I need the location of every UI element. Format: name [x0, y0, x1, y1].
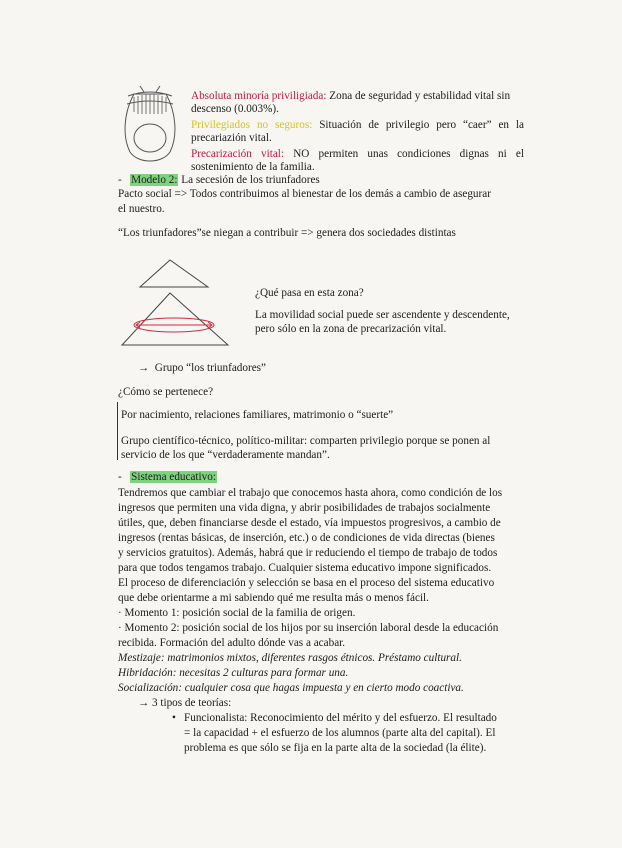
- modelo2-label: Modelo 2:: [131, 174, 178, 186]
- sistema-paragraph-line-1: Tendremos que cambiar el trabajo que conocemos hasta ahora, como condición de los: [118, 487, 503, 499]
- intro-term-minoria: Absoluta minoría priviligiada:: [191, 90, 327, 102]
- box-line-1: Por nacimiento, relaciones familiares, matrimonio o “suerte”: [121, 409, 394, 421]
- box-left-border: [117, 402, 118, 460]
- momento-2-line-2: recibida. Formación del adulto dónde vas a acabar.: [118, 637, 346, 649]
- sistema-heading: - Sistema educativo:: [118, 471, 216, 483]
- grupo-heading: → Grupo “los triunfadores”: [138, 362, 267, 374]
- intro-line-6: sostenimiento de la familia.: [191, 161, 315, 173]
- modelo2-heading: - Modelo 2: La secesión de los triunfadores: [118, 174, 320, 186]
- pyramid-top-triangle: [140, 260, 208, 287]
- bullet-icon: •: [172, 712, 176, 724]
- momento-1: · Momento 1: posición social de la familia de origen.: [118, 607, 356, 619]
- funcionalista-line-3: problema es que sólo se fija en la parte alta de la sociedad (la élite).: [184, 742, 487, 754]
- sistema-paragraph-line-8: que debe orientarme a mi sabiendo qué me resulta más o menos fácil.: [118, 592, 429, 604]
- funcionalista-line-2: = la capacidad + el esfuerzo de los alumnos (parte alta del capital). El: [184, 727, 496, 739]
- teorias-heading: → 3 tipos de teorías:: [138, 697, 232, 709]
- intro-term-privilegiados: Privilegiados no seguros:: [191, 119, 313, 131]
- intro-line-4: precariazión vital.: [191, 132, 272, 144]
- head-sketch-figure: [118, 84, 182, 164]
- pacto-line-1: Pacto social => Todos contribuimos al bienestar de los demás a cambio de asegurar: [118, 188, 491, 200]
- mobility-line-1: La movilidad social puede ser ascendente y descendente,: [255, 309, 510, 321]
- arrow-icon: →: [138, 697, 150, 709]
- funcionalista-line-1: • Funcionalista: Reconocimiento del mérito y del esfuerzo. El resultado: [172, 712, 497, 724]
- mestizaje-line: Mestizaje: matrimonios mixtos, diferentes rasgos étnicos. Préstamo cultural.: [118, 652, 462, 664]
- diagram-question: ¿Qué pasa en esta zona?: [255, 287, 364, 299]
- pyramid-bottom-trapezoid: [122, 293, 228, 345]
- pacto-line-2: el nuestro.: [118, 203, 165, 215]
- sistema-paragraph-line-3: útiles, que, deben financiarse desde el estado, vía impuestos progresivos, a cambio de: [118, 517, 501, 529]
- socializacion-line: Socialización: cualquier cosa que hagas impuesta y en cierto modo coactiva.: [118, 682, 464, 694]
- sistema-paragraph-line-6: para que todos tengamos trabajo. Cualquier sistema educativo impone significados.: [118, 562, 492, 574]
- mobility-arrow: [136, 322, 212, 328]
- momento-2-line-1: · Momento 2: posición social de los hijos por su inserción laboral desde la educación: [118, 622, 499, 634]
- box-line-2: Grupo científico-técnico, político-militar: comparten privilegio porque se ponen al: [121, 435, 491, 447]
- sistema-paragraph-line-5: y servicios gratuitos). Además, habrá que ir reduciendo el tiempo de trabajo de todos: [118, 547, 498, 559]
- mobility-line-2: pero sólo en la zona de precarización vital.: [255, 323, 447, 335]
- intro-line-1: Absoluta minoría priviligiada: Zona de seguridad y estabilidad vital sin: [191, 90, 511, 102]
- intro-term-precarizacion: Precarización vital:: [191, 148, 285, 160]
- sistema-paragraph-line-4: ingresos (rentas básicas, de inserción, etc.) o de condiciones de vida directas (bienes: [118, 532, 495, 544]
- grupo-question: ¿Cómo se pertenece?: [118, 386, 214, 398]
- sistema-label: Sistema educativo:: [131, 471, 216, 483]
- sistema-paragraph-line-7: El proceso de diferenciación y selección se basa en el proceso del sistema educativo: [118, 577, 495, 589]
- arrow-icon: →: [138, 362, 150, 374]
- sistema-paragraph-line-2: ingresos que permiten una vida digna, y abrir posibilidades de trabajos socialmente: [118, 502, 491, 514]
- social-pyramid-diagram: [118, 255, 253, 355]
- intro-line-3: Privilegiados no seguros: Situación de privilegio pero “caer” en la: [191, 119, 524, 131]
- box-line-3: servicio de los que “verdaderamente mandan”.: [121, 449, 330, 461]
- hibridacion-line: Hibridación: necesitas 2 culturas para formar una.: [118, 667, 349, 679]
- triunfadores-line: “Los triunfadores”se niegan a contribuir => genera dos sociedades distintas: [118, 227, 456, 239]
- intro-line-5: Precarización vital: NO permiten unas condiciones dignas ni el: [191, 148, 524, 160]
- intro-line-2: descenso (0.003%).: [191, 103, 279, 115]
